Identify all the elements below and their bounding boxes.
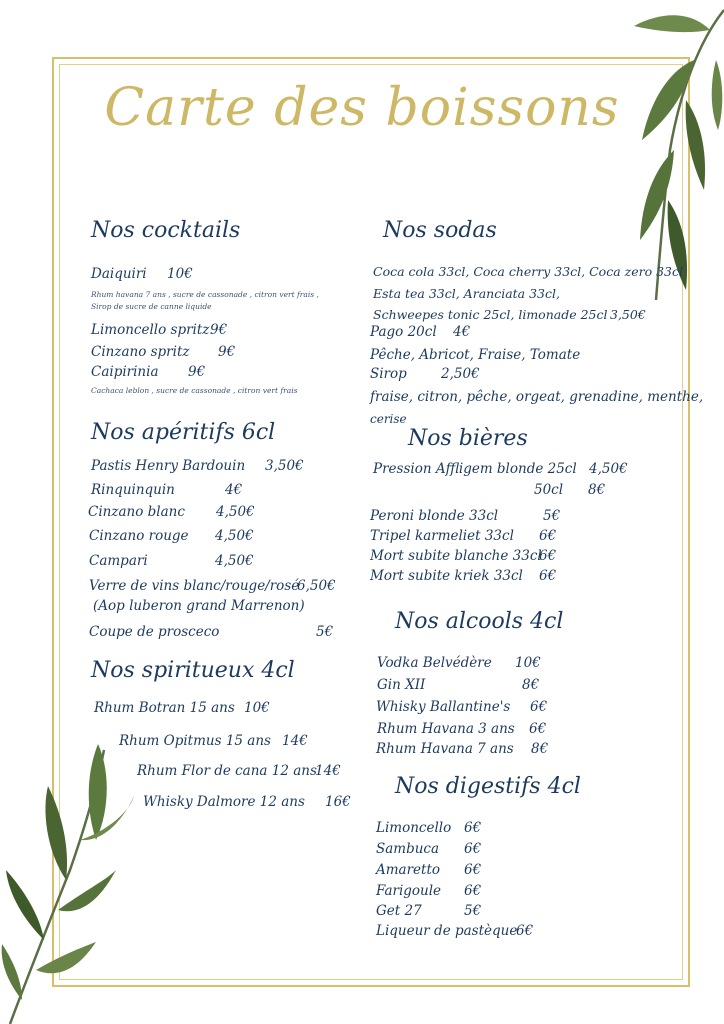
limoncello-spritz-price: 9€ <box>210 322 228 338</box>
spiritueux-price: 16€ <box>325 794 351 810</box>
aperitif-price: 6,50€ <box>297 578 336 594</box>
alcool-name: Vodka Belvédère <box>377 655 492 671</box>
page-title: Carte des boissons <box>104 78 620 138</box>
prosecco-name: Coupe de prosceco <box>89 624 220 640</box>
spiritueux-heading: Nos spiritueux 4cl <box>91 658 295 683</box>
limoncello-spritz-name: Limoncello spritz <box>91 322 210 338</box>
pago-name: Pago 20cl <box>370 324 437 340</box>
biere-price: 6€ <box>539 568 557 584</box>
digestif-name: Sambuca <box>376 841 440 857</box>
digestif-name: Amaretto <box>376 862 441 878</box>
digestif-price: 6€ <box>516 923 534 939</box>
digestif-name: Get 27 <box>376 903 422 919</box>
digestif-price: 6€ <box>464 862 482 878</box>
biere-price: 6€ <box>539 548 557 564</box>
pago-flavors: Pêche, Abricot, Fraise, Tomate <box>370 347 581 363</box>
spiritueux-name: Rhum Botran 15 ans <box>94 700 235 716</box>
alcools-heading: Nos alcools 4cl <box>395 609 564 634</box>
alcool-price: 6€ <box>530 699 548 715</box>
cinzano-spritz-name: Cinzano spritz <box>91 344 190 360</box>
bottom-left-leaf-branch-icon <box>0 730 150 1024</box>
aperitif-price: 4€ <box>225 482 243 498</box>
wine-note: (Aop luberon grand Marrenon) <box>93 598 305 614</box>
daiquiri-price: 10€ <box>167 266 193 282</box>
spiritueux-price: 14€ <box>282 733 308 749</box>
digestif-price: 6€ <box>464 883 482 899</box>
digestif-name: Farigoule <box>376 883 442 899</box>
sirop-name: Sirop <box>370 366 407 382</box>
biere-price: 5€ <box>543 508 561 524</box>
aperitif-name: Pastis Henry Bardouin <box>91 458 246 474</box>
digestif-price: 6€ <box>464 820 482 836</box>
aperitif-price: 3,50€ <box>265 458 304 474</box>
caipirinia-description: Cachaca leblon , sucre de cassonade , citron vert frais <box>91 386 298 395</box>
pression-50cl-price: 8€ <box>588 482 606 498</box>
pression-price: 4,50€ <box>589 461 628 477</box>
daiquiri-description: Rhum havana 7 ans , sucre de cassonade , citron vert frais , <box>91 290 319 299</box>
aperitif-name: Verre de vins blanc/rouge/rosé <box>89 578 300 594</box>
bieres-heading: Nos bières <box>408 426 528 451</box>
aperitif-name: Rinquinquin <box>91 482 175 498</box>
alcool-name: Whisky Ballantine's <box>376 699 511 715</box>
alcool-price: 8€ <box>522 677 540 693</box>
sirop-flavors-2: cerise <box>370 412 407 426</box>
pago-price: 4€ <box>453 324 471 340</box>
pression-name: Pression Affligem blonde 25cl <box>373 461 577 477</box>
aperitif-price: 4,50€ <box>215 528 254 544</box>
alcool-price: 6€ <box>529 721 547 737</box>
digestif-name: Liqueur de pastèque <box>376 923 518 939</box>
biere-name: Mort subite blanche 33cl <box>370 548 542 564</box>
daiquiri-description-2: Sirop de sucre de canne liquide <box>91 302 212 311</box>
alcool-name: Rhum Havana 3 ans <box>377 721 515 737</box>
cocktails-heading: Nos cocktails <box>91 218 241 243</box>
spiritueux-name: Whisky Dalmore 12 ans <box>143 794 305 810</box>
sodas-heading: Nos sodas <box>383 218 497 243</box>
sodas-line-3: Schweepes tonic 25cl, limonade 25cl <box>373 307 608 322</box>
alcool-name: Rhum Havana 7 ans <box>376 741 514 757</box>
biere-price: 6€ <box>539 528 557 544</box>
digestif-price: 6€ <box>464 841 482 857</box>
alcool-name: Gin XII <box>377 677 426 693</box>
aperitif-name: Cinzano blanc <box>88 504 185 520</box>
pression-50cl-label: 50cl <box>534 482 564 498</box>
aperitif-price: 4,50€ <box>215 553 254 569</box>
aperitifs-heading: Nos apéritifs 6cl <box>91 420 276 445</box>
caipirinia-name: Caipirinia <box>91 364 159 380</box>
sodas-line-2: Esta tea 33cl, Aranciata 33cl, <box>373 286 560 301</box>
prosecco-price: 5€ <box>316 624 334 640</box>
spiritueux-name: Rhum Opitmus 15 ans <box>119 733 271 749</box>
spiritueux-price: 14€ <box>315 763 341 779</box>
digestif-name: Limoncello <box>376 820 452 836</box>
digestifs-heading: Nos digestifs 4cl <box>395 774 581 799</box>
cinzano-spritz-price: 9€ <box>218 344 236 360</box>
sodas-line-1: Coca cola 33cl, Coca cherry 33cl, Coca zero 33cl <box>373 264 683 279</box>
sirop-price: 2,50€ <box>441 366 480 382</box>
spiritueux-name: Rhum Flor de cana 12 ans <box>137 763 317 779</box>
caipirinia-price: 9€ <box>188 364 206 380</box>
biere-name: Peroni blonde 33cl <box>370 508 499 524</box>
aperitif-name: Cinzano rouge <box>89 528 189 544</box>
sirop-flavors: fraise, citron, pêche, orgeat, grenadine, menthe, <box>370 389 704 405</box>
biere-name: Tripel karmeliet 33cl <box>370 528 514 544</box>
digestif-price: 5€ <box>464 903 482 919</box>
sodas-line-3-price: 3,50€ <box>610 307 646 322</box>
biere-name: Mort subite kriek 33cl <box>370 568 523 584</box>
daiquiri-name: Daiquiri <box>91 266 147 282</box>
aperitif-price: 4,50€ <box>216 504 255 520</box>
spiritueux-price: 10€ <box>244 700 270 716</box>
alcool-price: 10€ <box>515 655 541 671</box>
aperitif-name: Campari <box>89 553 148 569</box>
alcool-price: 8€ <box>531 741 549 757</box>
